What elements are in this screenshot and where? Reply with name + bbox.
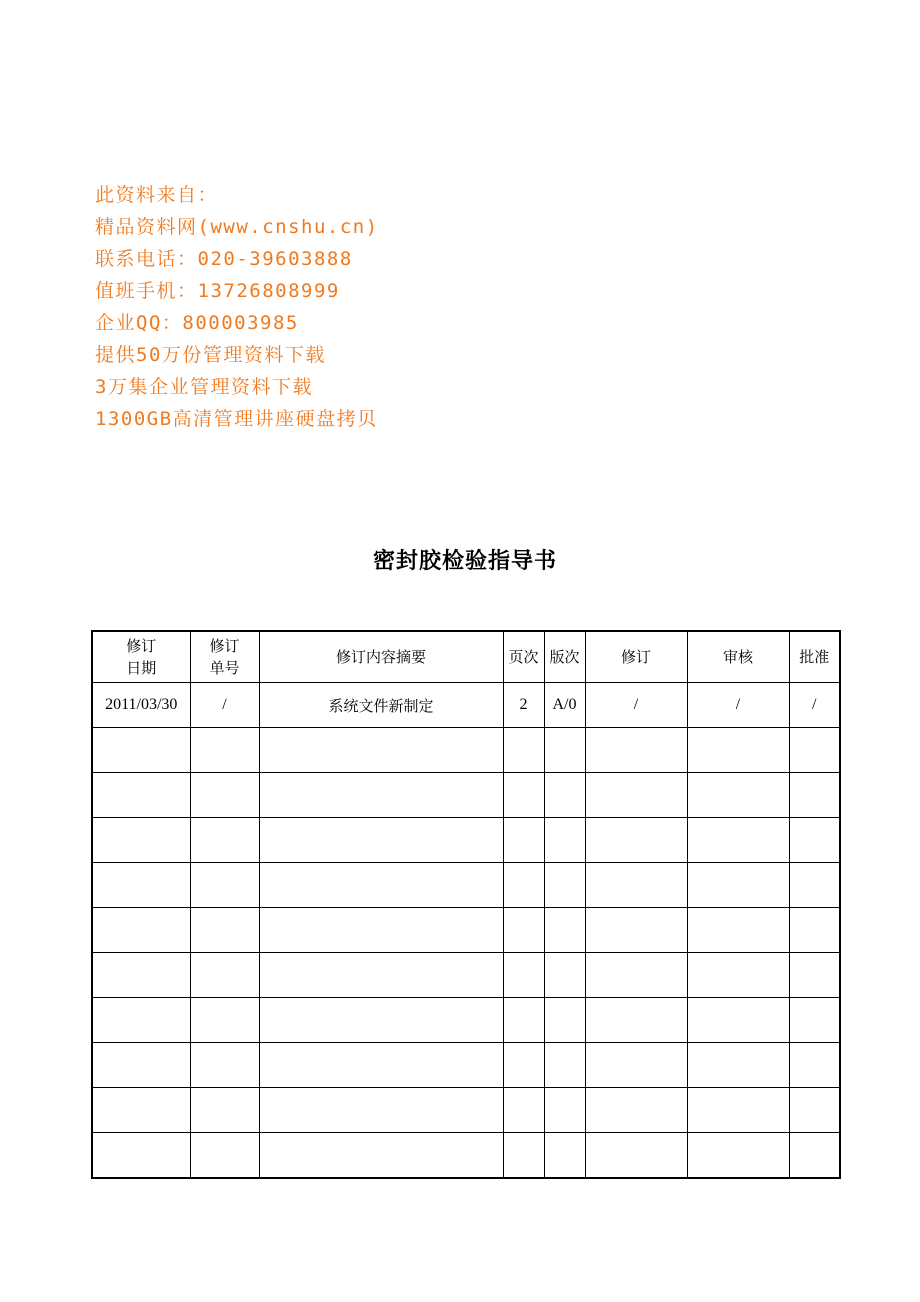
table-row-empty (92, 953, 840, 998)
cell-date (92, 998, 190, 1043)
header-approved-by: 批准 (789, 631, 840, 683)
cell-version (544, 818, 585, 863)
cell-date (92, 953, 190, 998)
cell-version (544, 998, 585, 1043)
cell-date (92, 1043, 190, 1088)
promo-block (95, 180, 379, 436)
table-row-empty (92, 998, 840, 1043)
header-reviewed-by: 审核 (687, 631, 789, 683)
cell-number: / (190, 683, 259, 728)
cell-revised-by (585, 953, 687, 998)
cell-revised-by (585, 773, 687, 818)
cell-revised-by (585, 818, 687, 863)
cell-reviewed-by (687, 773, 789, 818)
table-row-empty (92, 818, 840, 863)
promo-line-source: 此资料来自： (95, 184, 219, 206)
cell-reviewed-by (687, 1043, 789, 1088)
cell-revised-by (585, 1088, 687, 1133)
promo-line-website: 精品资料网(www.cnshu.cn) (95, 216, 379, 238)
promo-line-phone: 联系电话：020-39603888 (95, 248, 353, 270)
cell-approved-by (789, 728, 840, 773)
header-revised-by: 修订 (585, 631, 687, 683)
cell-version (544, 1043, 585, 1088)
header-revision-summary: 修订内容摘要 (259, 631, 503, 683)
table-body (92, 683, 840, 1179)
cell-page (503, 998, 544, 1043)
header-revision-number: 修订 单号 (190, 631, 259, 683)
cell-reviewed-by (687, 1133, 789, 1179)
cell-reviewed-by (687, 953, 789, 998)
table-row-empty (92, 773, 840, 818)
cell-reviewed-by (687, 818, 789, 863)
table-row-empty (92, 728, 840, 773)
revision-table (91, 630, 841, 1179)
promo-line-qq: 企业QQ：800003985 (95, 312, 299, 334)
cell-revised-by (585, 1043, 687, 1088)
cell-page (503, 953, 544, 998)
cell-revised-by (585, 908, 687, 953)
cell-date (92, 908, 190, 953)
cell-reviewed-by: / (687, 683, 789, 728)
cell-number (190, 818, 259, 863)
cell-revised-by (585, 1133, 687, 1179)
cell-number (190, 1043, 259, 1088)
cell-number (190, 728, 259, 773)
cell-number (190, 1088, 259, 1133)
cell-reviewed-by (687, 908, 789, 953)
cell-summary (259, 773, 503, 818)
cell-approved-by: / (789, 683, 840, 728)
table-row-empty (92, 1043, 840, 1088)
promo-line-offer-lectures: 1300GB高清管理讲座硬盘拷贝 (95, 408, 378, 430)
cell-summary (259, 998, 503, 1043)
cell-version (544, 908, 585, 953)
cell-revised-by: / (585, 683, 687, 728)
cell-version (544, 953, 585, 998)
cell-approved-by (789, 998, 840, 1043)
promo-line-offer-docs: 提供50万份管理资料下载 (95, 344, 326, 366)
cell-number (190, 773, 259, 818)
table-row-empty (92, 863, 840, 908)
cell-version (544, 1133, 585, 1179)
header-version: 版次 (544, 631, 585, 683)
table-row-empty (92, 1133, 840, 1179)
cell-revised-by (585, 998, 687, 1043)
cell-reviewed-by (687, 998, 789, 1043)
cell-page (503, 818, 544, 863)
cell-page (503, 728, 544, 773)
cell-date (92, 863, 190, 908)
cell-revised-by (585, 863, 687, 908)
cell-approved-by (789, 1088, 840, 1133)
cell-page (503, 1043, 544, 1088)
cell-summary (259, 908, 503, 953)
cell-number (190, 1133, 259, 1179)
cell-number (190, 998, 259, 1043)
cell-page (503, 1088, 544, 1133)
cell-number (190, 863, 259, 908)
cell-date (92, 1088, 190, 1133)
cell-approved-by (789, 1133, 840, 1179)
cell-approved-by (789, 863, 840, 908)
cell-date (92, 818, 190, 863)
promo-line-mobile: 值班手机：13726808999 (95, 280, 340, 302)
table-row-empty (92, 908, 840, 953)
cell-version (544, 1088, 585, 1133)
cell-number (190, 908, 259, 953)
cell-version (544, 863, 585, 908)
document-title: 密封胶检验指导书 (372, 549, 557, 574)
cell-summary (259, 953, 503, 998)
cell-page (503, 908, 544, 953)
table-row-empty (92, 1088, 840, 1133)
cell-summary (259, 818, 503, 863)
table-header-row (92, 631, 840, 683)
cell-date (92, 1133, 190, 1179)
cell-summary (259, 728, 503, 773)
cell-approved-by (789, 818, 840, 863)
cell-page (503, 863, 544, 908)
cell-page: 2 (503, 683, 544, 728)
cell-summary (259, 1133, 503, 1179)
cell-approved-by (789, 908, 840, 953)
cell-summary: 系统文件新制定 (259, 683, 503, 728)
cell-reviewed-by (687, 1088, 789, 1133)
cell-summary (259, 1043, 503, 1088)
cell-summary (259, 1088, 503, 1133)
promo-line-offer-sets: 3万集企业管理资料下载 (95, 376, 313, 398)
cell-number (190, 953, 259, 998)
table-row (92, 683, 840, 728)
cell-revised-by (585, 728, 687, 773)
cell-approved-by (789, 953, 840, 998)
cell-version: A/0 (544, 683, 585, 728)
cell-date: 2011/03/30 (92, 683, 190, 728)
cell-date (92, 773, 190, 818)
cell-reviewed-by (687, 863, 789, 908)
cell-page (503, 1133, 544, 1179)
cell-page (503, 773, 544, 818)
cell-reviewed-by (687, 728, 789, 773)
cell-approved-by (789, 1043, 840, 1088)
cell-approved-by (789, 773, 840, 818)
cell-version (544, 773, 585, 818)
cell-version (544, 728, 585, 773)
cell-date (92, 728, 190, 773)
header-page: 页次 (503, 631, 544, 683)
header-revision-date: 修订 日期 (92, 631, 190, 683)
cell-summary (259, 863, 503, 908)
